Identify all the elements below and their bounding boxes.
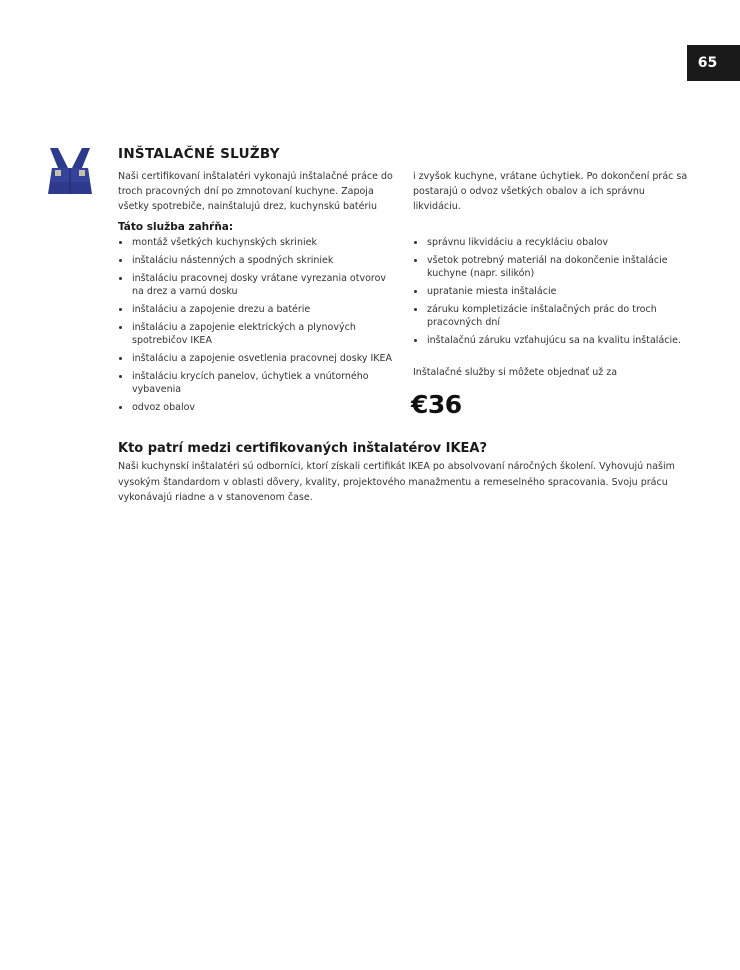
list-item: montáž všetkých kuchynských skriniek <box>118 236 393 249</box>
list-item: správnu likvidáciu a recykláciu obalov <box>413 236 693 249</box>
list-item: záruku kompletizácie inštalačných prác do troch pracovných dní <box>413 303 693 329</box>
list-item: inštaláciu a zapojenie drezu a batérie <box>118 303 393 316</box>
intro-text-right: i zvyšok kuchyne, vrátane úchytiek. Po dokončení prác sa postarajú o odvoz všetkých obalov a ich správnu likvidáciu. <box>413 171 688 212</box>
page-number: 65 <box>687 45 740 81</box>
section-title: INŠTALAČNÉ SLUŽBY <box>118 146 280 162</box>
intro-text-left: Naši certifikovaní inštalatéri vykonajú inštalačné práce do troch pracovných dní po zmnotovaní kuchyne. Zapoja všetky spotrebiče, nainštalujú drez, kuchynskú batériu <box>118 171 393 212</box>
includes-label: Táto služba zahŕňa: <box>118 221 234 233</box>
list-item: inštalačnú záruku vzťahujúcu sa na kvalitu inštalácie. <box>413 334 693 347</box>
certified-title: Kto patrí medzi certifikovaných inštalatérov IKEA? <box>118 441 488 456</box>
list-item: inštaláciu a zapojenie elektrických a plynových spotrebičov IKEA <box>118 321 393 347</box>
price: €36 <box>411 390 462 419</box>
list-item: inštaláciu pracovnej dosky vrátane vyrezania otvorov na drez a varnú dosku <box>118 272 393 298</box>
list-item: inštaláciu nástenných a spodných skriniek <box>118 254 393 267</box>
list-item: všetok potrebný materiál na dokončenie inštalácie kuchyne (napr. silikón) <box>413 254 693 280</box>
certified-body: Naši kuchynskí inštalatéri sú odborníci, ktorí získali certifikát IKEA po absolvovaní náročných školení. Vyhovujú našim vysokým štandardom v oblasti dôvery, kvality, projektového manažmentu a remeselného spracovania. Svoju prácu vykonávajú riadne a v stanovenom čase. <box>118 461 675 503</box>
list-item: odvoz obalov <box>118 401 393 414</box>
services-list-left <box>118 236 393 419</box>
list-item: inštaláciu a zapojenie osvetlenia pracovnej dosky IKEA <box>118 352 393 365</box>
list-item: inštaláciu krycích panelov, úchytiek a vnútorného vybavenia <box>118 370 393 396</box>
list-item: upratanie miesta inštalácie <box>413 285 693 298</box>
services-list-right <box>413 236 693 352</box>
order-text: Inštalačné služby si môžete objednať už za <box>413 367 618 378</box>
overalls-icon <box>44 146 96 196</box>
